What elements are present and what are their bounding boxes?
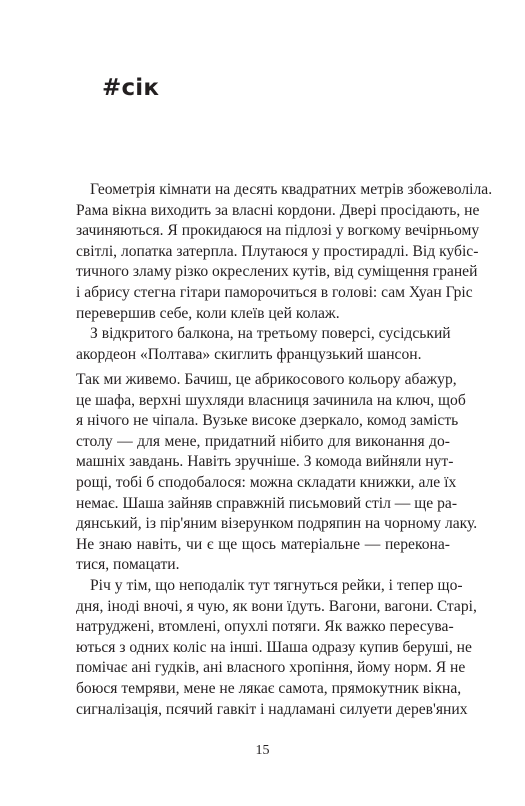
paragraph (76, 370, 478, 576)
text-line: сигналізація, псячий гавкіт і надламані силуети дерев'яних (76, 700, 468, 718)
text-line: тися, помацати. (76, 556, 180, 574)
paragraph (76, 324, 450, 365)
text-line: дня, іноді вночі, я чую, як вони їдуть. Вагони, вагони. Старі, (76, 597, 477, 615)
text-line: столу — для мене, придатний нібито для виконання до- (76, 432, 450, 450)
text-line: машніх завдань. Навіть зручніше. З комода вийняли нут- (76, 453, 454, 471)
text-line: Рама вікна виходить за власні кордони. Двері просідають, не (76, 201, 480, 219)
text-line: ються з одних коліс на інші. Шаша одразу купив беруші, не (76, 638, 472, 656)
page-number: 15 (255, 743, 270, 758)
paragraph (76, 180, 493, 324)
text-line: акордеон «Полтава» скиглить французький шансон. (76, 345, 422, 363)
text-line: дянський, із пір'яним візерунком подряпин на чорному лаку. (76, 515, 478, 533)
paragraph (76, 576, 477, 720)
text-line: Річ у тім, що неподалік тут тягнуться рейки, і тепер що- (90, 576, 463, 594)
text-line: тичного зламу різко окреслених кутів, від суміщення граней (76, 263, 478, 281)
text-line: Так ми живемо. Бачиш, це абрикосового кольору абажур, (76, 371, 457, 388)
text-line: я нічого не чіпала. Вузьке високе дзеркало, комод замість (76, 412, 459, 430)
text-line: З відкритого балкона, на третьому поверсі, сусідський (90, 325, 451, 343)
text-line: перевершив себе, коли клеїв цей колаж. (76, 304, 340, 322)
text-line: рощі, тобі б сподобалося: можна складати книжки, але їх (76, 473, 457, 491)
text-line: помічає ані гудків, ані власного хропіння, йому норм. Я не (76, 659, 466, 677)
text-line: зачиняються. Я прокидаюся на підлозі у вогкому вечірньому (76, 222, 480, 240)
text-section-1 (76, 180, 493, 365)
text-section-2 (76, 370, 478, 720)
chapter-title: #сік (102, 75, 160, 101)
text-line: Не знаю навіть, чи є ще щось матеріальне — переконa- (76, 535, 450, 553)
text-line: це шафа, верхні шухляди власниця зачинила на ключ, щоб (76, 391, 466, 409)
text-line: немає. Шаша зайняв справжній письмовий стіл — ще ра- (76, 494, 458, 512)
text-line: боюся темряви, мене не лякає самота, прямокутник вікна, (76, 679, 462, 697)
text-line: і абрису стегна гітари паморочиться в голові: сам Хуан Гріс (76, 283, 473, 301)
text-line: світлі, лопатка затерпла. Плутаюся у простирадлі. Від кубіс- (76, 242, 479, 260)
text-line: Геометрія кімнати на десять квадратних метрів збожеволіла. (90, 181, 493, 198)
text-line: натруджені, втомлені, опухлі потяги. Як важко пересува- (76, 618, 454, 636)
